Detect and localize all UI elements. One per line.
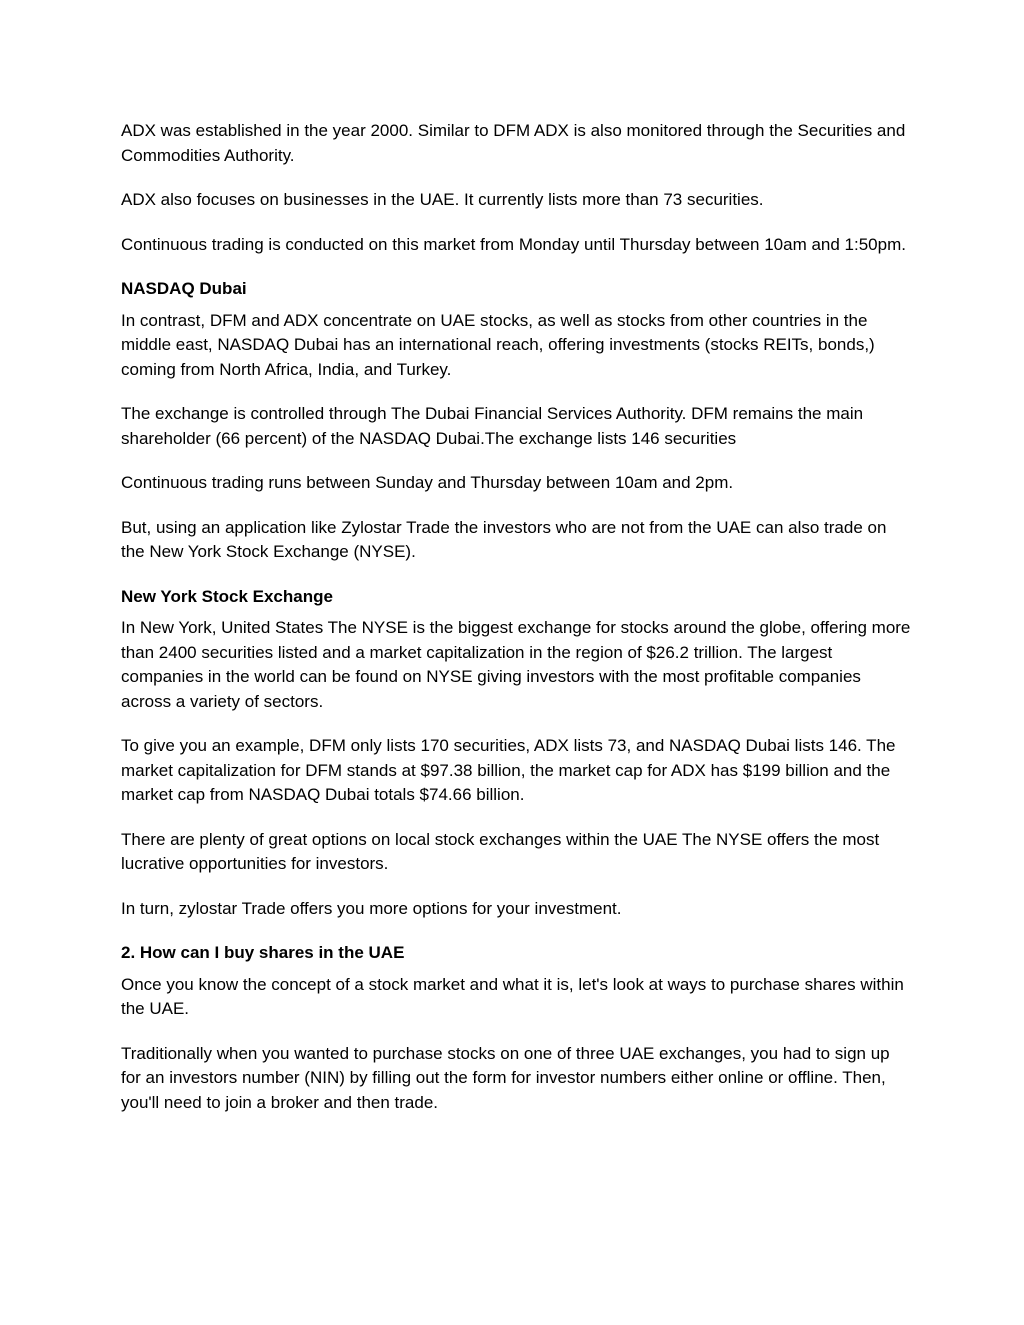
document-page (121, 119, 911, 1135)
heading-nyse: New York Stock Exchange (121, 586, 333, 606)
paragraph-traditional-process: Traditionally when you wanted to purchase stocks on one of three UAE exchanges, you had to sign up for an investors number (NIN) by filling out the form for investor numbers either online or offline. Then, you'll need to join a broker and then trade. (121, 1043, 890, 1112)
paragraph-adx-trading-hours: Continuous trading is conducted on this market from Monday until Thursday between 10am and 1:50pm. (121, 234, 906, 254)
paragraph-local-options: There are plenty of great options on local stock exchanges within the UAE The NYSE offers the most lucrative opportunities for investors. (121, 829, 880, 873)
heading-buy-shares: 2. How can I buy shares in the UAE (121, 943, 405, 962)
paragraph-nasdaq-trading-hours: Continuous trading runs between Sunday and Thursday between 10am and 2pm. (121, 473, 734, 492)
paragraph-market-comparison: To give you an example, DFM only lists 170 securities, ADX lists 73, and NASDAQ Dubai lists 146. The market capitalization for DFM stands at $97.38 billion, the market cap for ADX has $199 billion and the market cap from NASDAQ Dubai totals $74.66 billion. (121, 736, 896, 804)
paragraph-zylostar-nyse: But, using an application like Zylostar Trade the investors who are not from the UAE can also trade on the New York Stock Exchange (NYSE). (121, 517, 887, 561)
paragraph-zylostar-options: In turn, zylostar Trade offers you more options for your investment. (121, 898, 622, 918)
paragraph-buy-intro: Once you know the concept of a stock market and what it is, let's look at ways to purchase shares within the UAE. (121, 974, 904, 1018)
paragraph-adx-established: ADX was established in the year 2000. Similar to DFM ADX is also monitored through the Securities and Commodities Authority. (121, 121, 906, 165)
paragraph-adx-focus: ADX also focuses on businesses in the UAE. It currently lists more than 73 securities. (121, 190, 764, 209)
paragraph-nasdaq-reach: In contrast, DFM and ADX concentrate on UAE stocks, as well as stocks from other countries in the middle east, NASDAQ Dubai has an international reach, offering investments (stocks REITs, bonds,) coming from North Africa, India, and Turkey. (121, 310, 875, 379)
paragraph-nasdaq-control: The exchange is controlled through The Dubai Financial Services Authority. DFM remains the main shareholder (66 percent) of the NASDAQ Dubai.The exchange lists 146 securities (121, 404, 864, 448)
heading-nasdaq-dubai: NASDAQ Dubai (121, 279, 247, 298)
paragraph-nyse-overview: In New York, United States The NYSE is the biggest exchange for stocks around the globe, offering more than 2400 securities listed and a market capitalization in the region of $26.2 trillion. The largest companies in the world can be found on NYSE giving investors with the most profitable companies across a variety of sectors. (121, 618, 911, 711)
